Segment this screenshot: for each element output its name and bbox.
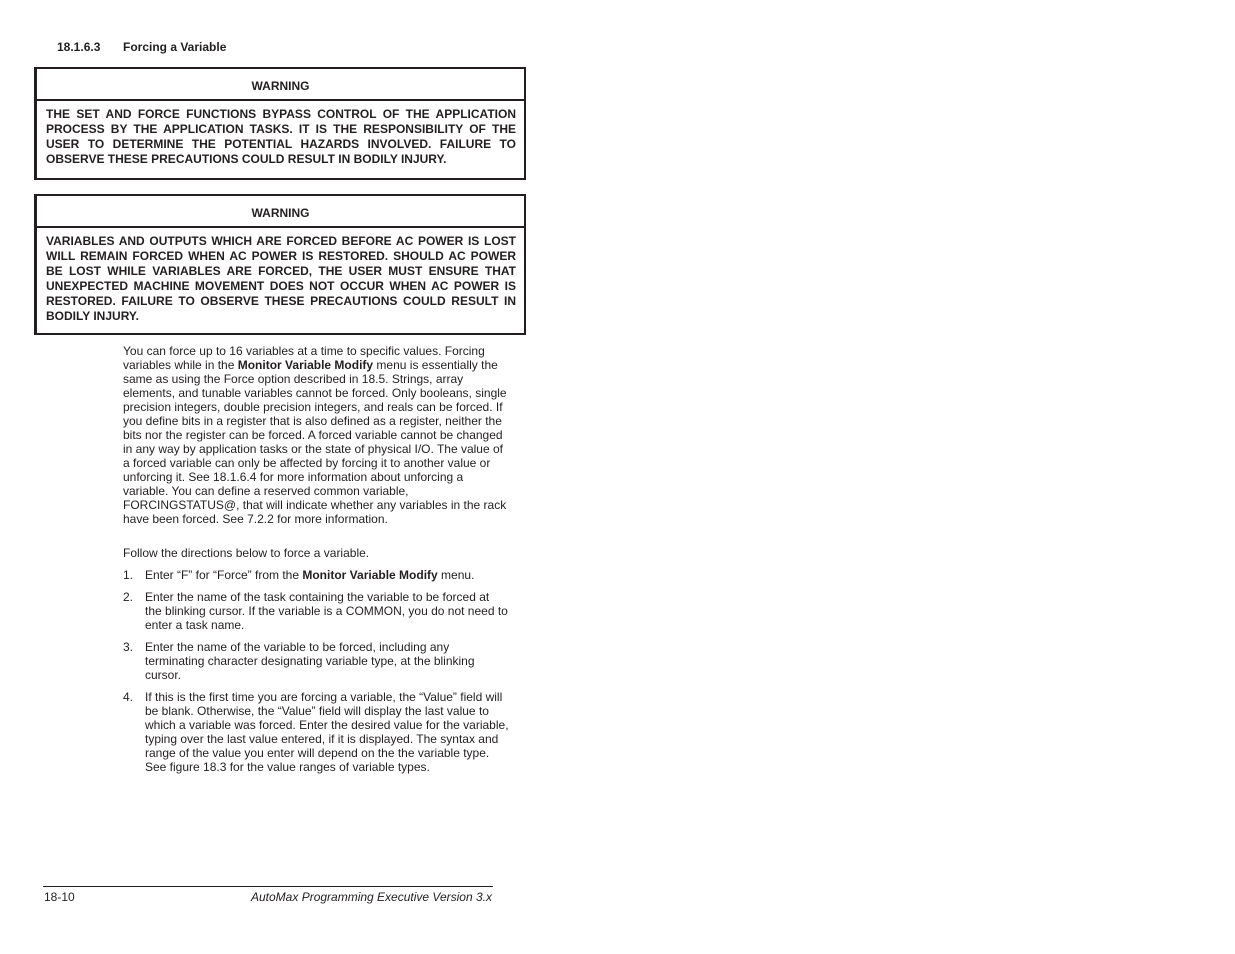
footer-divider: [43, 886, 493, 887]
warning-title: WARNING: [37, 196, 524, 228]
step-text-part1: Enter “F” for “Force” from the: [145, 568, 303, 582]
step-text: Enter the name of the variable to be forced, including any terminating character designating variable type, at the blinking cursor.: [145, 640, 475, 682]
warning-title: WARNING: [37, 69, 524, 101]
follow-paragraph: Follow the directions below to force a variable.: [123, 546, 370, 560]
warning-box-2: [34, 194, 526, 335]
section-title: Forcing a Variable: [123, 40, 227, 54]
menu-name-bold: Monitor Variable Modify: [237, 358, 374, 372]
intro-text-part2: menu is essentially the same as using the Force option described in 18.5. Strings, array elements, and tunable variables cannot be forced. Only booleans, single precision integers, double precision integers, and reals can be forced. If you define bits in a register that is also defined as a register, neither the bits nor the register can be forced. A forced variable cannot be changed in any way by application tasks or the state of physical I/O. The value of a forced variable can only be affected by forcing it to another value or unforcing it. See 18.1.6.4 for more information about unforcing a variable. You can define a reserved common variable, FORCINGSTATUS@, that will indicate whether any variables in the rack have been forced. See 7.2.2 for more information.: [123, 358, 507, 526]
warning-text: THE SET AND FORCE FUNCTIONS BYPASS CONTROL OF THE APPLICATION PROCESS BY THE APPLICATION TASKS. IT IS THE RESPONSIBILITY OF THE USER TO DETERMINE THE POTENTIAL HAZARDS INVOLVED. FAILURE TO OBSERVE THESE PRECAUTIONS COULD RESULT IN BODILY INJURY.: [46, 107, 516, 166]
step-number: 2.: [123, 590, 134, 604]
step-number: 1.: [123, 568, 134, 582]
footer-document-title: AutoMax Programming Executive Version 3.x: [251, 890, 492, 904]
list-item: [123, 590, 509, 632]
section-heading: [57, 40, 226, 54]
step-number: 3.: [123, 640, 134, 654]
menu-name-bold: Monitor Variable Modify: [302, 568, 438, 582]
list-item: [123, 568, 509, 582]
intro-text-part1: You can force up to 16 variables at a time to specific values. Forcing variables while in the: [123, 344, 485, 372]
steps-list: [123, 568, 509, 782]
warning-text: VARIABLES AND OUTPUTS WHICH ARE FORCED BEFORE AC POWER IS LOST WILL REMAIN FORCED WHEN AC POWER IS RESTORED. SHOULD AC POWER BE LOST WHILE VARIABLES ARE FORCED, THE USER MUST ENSURE THAT UNEXPECTED MACHINE MOVEMENT DOES NOT OCCUR WHEN AC POWER IS RESTORED. FAILURE TO OBSERVE THESE PRECAUTIONS COULD RESULT IN BODILY INJURY.: [46, 234, 516, 323]
section-number: 18.1.6.3: [57, 40, 101, 54]
step-text: If this is the first time you are forcing a variable, the “Value” field will be blank. Otherwise, the “Value” field will display the last value to which a variable was forced. Enter the desired value for the variable, typing over the last value entered, if it is displayed. The syntax and range of the value you enter will depend on the the variable type. See figure 18.3 for the value ranges of variable types.: [145, 690, 509, 774]
list-item: [123, 640, 509, 682]
page-number: 18-10: [44, 890, 75, 904]
step-number: 4.: [123, 690, 134, 704]
step-text: Enter the name of the task containing the variable to be forced at the blinking cursor. If the variable is a COMMON, you do not need to enter a task name.: [145, 590, 508, 632]
list-item: [123, 690, 509, 774]
step-text-part2: menu.: [437, 568, 475, 582]
intro-paragraph: [123, 344, 509, 526]
warning-box-1: [34, 67, 526, 180]
